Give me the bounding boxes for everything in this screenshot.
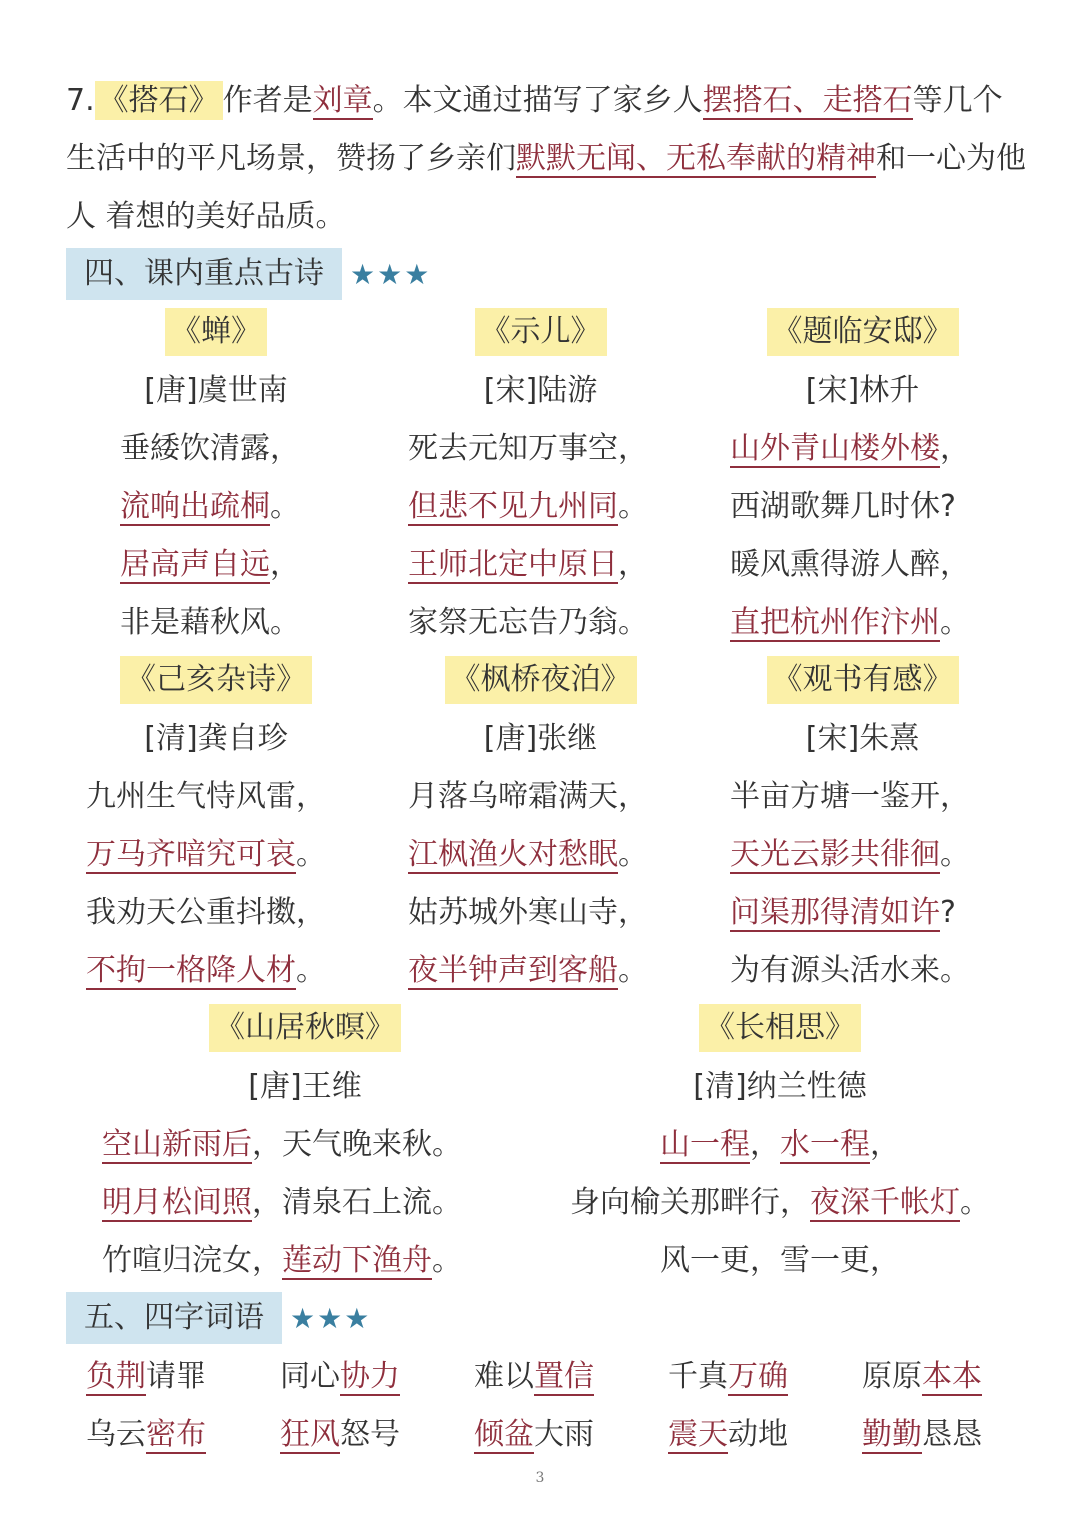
- text-segment: 和一心为他人 着想的美好品质。: [66, 141, 1026, 234]
- answer-text: 负荆: [86, 1359, 146, 1394]
- text-segment: 。: [270, 489, 300, 524]
- text-segment: 非是藉秋风。: [120, 605, 300, 640]
- poem-author: [宋]朱熹: [805, 721, 920, 756]
- text-segment: 。: [618, 837, 648, 872]
- poem-line: [550, 1232, 1010, 1290]
- text-segment: ，: [870, 1127, 900, 1162]
- answer-text: 明月松间照: [102, 1185, 252, 1220]
- text-segment: 原原: [862, 1359, 922, 1394]
- poem-author: [清]龚自珍: [144, 721, 288, 756]
- text-segment: 大雨: [534, 1417, 594, 1452]
- text-segment: 乌云: [86, 1417, 146, 1452]
- text-segment: 恳恳: [922, 1417, 982, 1452]
- answer-text: 默默无闻、无私奉献的精神: [516, 141, 876, 176]
- poem-card: [408, 308, 673, 652]
- answer-text: 直把杭州作汴州: [730, 605, 940, 640]
- poem-line: [100, 1232, 510, 1290]
- idiom-row: [86, 1348, 1056, 1406]
- poem-line: [100, 1174, 510, 1232]
- text-segment: 竹喧归浣女，: [102, 1243, 282, 1278]
- poem-line: [730, 884, 995, 942]
- poem-line: [550, 1116, 1010, 1174]
- answer-text: 震天: [668, 1417, 728, 1452]
- answer-text: 山外青山楼外楼: [730, 431, 940, 466]
- poem-line: [86, 884, 346, 942]
- star-rating-icon: ★★★: [350, 257, 432, 291]
- poem-author: [清]纳兰性德: [693, 1069, 867, 1104]
- idiom-item: [280, 1406, 474, 1464]
- idiom-item: [280, 1348, 474, 1406]
- text-segment: 垂緌饮清露，: [120, 431, 300, 466]
- text-segment: 身向榆关那畔行，: [570, 1185, 810, 1220]
- poem-line: [86, 768, 346, 826]
- text-segment: 风一更，雪一更，: [660, 1243, 900, 1278]
- text-segment: 难以: [474, 1359, 534, 1394]
- idiom-item: [668, 1406, 862, 1464]
- poem-line: [86, 826, 346, 884]
- poem-line: [86, 536, 346, 594]
- text-segment: ，天气晚来秋。: [252, 1127, 462, 1162]
- text-segment: 西湖歌舞几时休?: [730, 489, 956, 524]
- answer-text: 本本: [922, 1359, 982, 1394]
- text-segment: 半亩方塘一鉴开，: [730, 779, 970, 814]
- poem-card: [550, 1004, 1010, 1290]
- answer-text: 倾盆: [474, 1417, 534, 1452]
- text-segment: 。: [432, 1243, 462, 1278]
- section4-header: [66, 248, 431, 300]
- text-segment: 作者是: [222, 83, 313, 118]
- poem-card: [730, 308, 995, 652]
- answer-text: 空山新雨后: [102, 1127, 252, 1162]
- poem-line: [408, 942, 673, 1000]
- text-segment: ，: [270, 547, 300, 582]
- poem-line: [730, 420, 995, 478]
- poem-title: 《长相思》: [699, 1004, 861, 1052]
- poem-title: 《枫桥夜泊》: [445, 656, 637, 704]
- text-segment: 千真: [668, 1359, 728, 1394]
- idiom-item: [474, 1406, 668, 1464]
- poem-title: 《示儿》: [475, 308, 607, 356]
- answer-text: 勤勤: [862, 1417, 922, 1452]
- poem-card: [86, 308, 346, 652]
- answer-text: 夜深千帐灯: [810, 1185, 960, 1220]
- item7-paragraph: [66, 72, 1026, 246]
- idiom-item: [862, 1406, 1056, 1464]
- poem-line: [730, 594, 995, 652]
- poem-line: [550, 1174, 1010, 1232]
- answer-text: 流响出疏桐: [120, 489, 270, 524]
- poem-line: [730, 826, 995, 884]
- poem-line: [408, 478, 673, 536]
- text-segment: 。: [618, 953, 648, 988]
- poem-author: [唐]王维: [248, 1069, 362, 1104]
- text-segment: 同心: [280, 1359, 340, 1394]
- answer-text: 密布: [146, 1417, 206, 1452]
- poem-line: [730, 942, 995, 1000]
- poem-line: [408, 768, 673, 826]
- poem-title: 《山居秋暝》: [209, 1004, 401, 1052]
- text-segment: 等几个生活中的平凡场景，赞扬了乡亲们: [66, 83, 1003, 176]
- idiom-row: [86, 1406, 1056, 1464]
- poem-line: [730, 478, 995, 536]
- text-segment: 为有源头活水来。: [730, 953, 970, 988]
- highlighted-title: 《搭石》: [95, 81, 223, 120]
- text-segment: ，: [750, 1127, 780, 1162]
- poem-line: [730, 768, 995, 826]
- poem-line: [408, 420, 673, 478]
- poem-line: [730, 536, 995, 594]
- answer-text: 水一程: [780, 1127, 870, 1162]
- idiom-grid: [86, 1348, 1056, 1464]
- poem-card: [86, 656, 346, 1000]
- answer-text: 置信: [534, 1359, 594, 1394]
- idiom-item: [86, 1348, 280, 1406]
- poem-title: 《观书有感》: [767, 656, 959, 704]
- answer-text: 天光云影共徘徊: [730, 837, 940, 872]
- poem-line: [86, 942, 346, 1000]
- answer-text: 王师北定中原日: [408, 547, 618, 582]
- poem-line: [408, 536, 673, 594]
- poem-title: 《己亥杂诗》: [120, 656, 312, 704]
- text-segment: 月落乌啼霜满天，: [408, 779, 648, 814]
- answer-text: 居高声自远: [120, 547, 270, 582]
- answer-text: 江枫渔火对愁眠: [408, 837, 618, 872]
- text-segment: ?: [940, 895, 956, 930]
- text-segment: 。: [296, 953, 326, 988]
- text-segment: ，: [940, 431, 970, 466]
- answer-text: 万确: [728, 1359, 788, 1394]
- poem-card: [100, 1004, 510, 1290]
- answer-text: 莲动下渔舟: [282, 1243, 432, 1278]
- poem-author: [宋]陆游: [483, 373, 598, 408]
- text-segment: 请罪: [146, 1359, 206, 1394]
- poem-author: [唐]虞世南: [144, 373, 288, 408]
- poem-line: [86, 420, 346, 478]
- text-segment: 动地: [728, 1417, 788, 1452]
- poem-author: [唐]张继: [483, 721, 598, 756]
- poem-card: [408, 656, 673, 1000]
- text-segment: 。本文通过描写了家乡人: [372, 83, 703, 118]
- poem-line: [408, 884, 673, 942]
- section5-title: 五、四字词语: [66, 1292, 282, 1344]
- poem-line: [100, 1116, 510, 1174]
- poem-title: 《蝉》: [165, 308, 267, 356]
- text-segment: ，清泉石上流。: [252, 1185, 462, 1220]
- text-segment: 九州生气恃风雷，: [86, 779, 326, 814]
- answer-text: 但悲不见九州同: [408, 489, 618, 524]
- section5-header: [66, 1292, 371, 1344]
- text-segment: 7.: [66, 83, 95, 118]
- text-segment: 。: [940, 605, 970, 640]
- text-segment: 。: [940, 837, 970, 872]
- text-segment: 我劝天公重抖擞，: [86, 895, 326, 930]
- poem-card: [730, 656, 995, 1000]
- text-segment: 。: [618, 489, 648, 524]
- answer-text: 不拘一格降人材: [86, 953, 296, 988]
- poem-line: [86, 478, 346, 536]
- text-segment: 。: [296, 837, 326, 872]
- section4-title: 四、课内重点古诗: [66, 248, 342, 300]
- answer-text: 万马齐喑究可哀: [86, 837, 296, 872]
- answer-text: 协力: [340, 1359, 400, 1394]
- idiom-item: [862, 1348, 1056, 1406]
- answer-text: 摆搭石、走搭石: [702, 83, 913, 118]
- idiom-item: [86, 1406, 280, 1464]
- poem-title: 《题临安邸》: [767, 308, 959, 356]
- star-rating-icon: ★★★: [290, 1301, 372, 1335]
- poem-line: [86, 594, 346, 652]
- answer-text: 山一程: [660, 1127, 750, 1162]
- text-segment: 暖风熏得游人醉，: [730, 547, 970, 582]
- poem-author: [宋]林升: [805, 373, 920, 408]
- idiom-item: [474, 1348, 668, 1406]
- text-segment: 。: [960, 1185, 990, 1220]
- text-segment: ，: [618, 547, 648, 582]
- text-segment: 死去元知万事空，: [408, 431, 648, 466]
- poem-line: [408, 594, 673, 652]
- text-segment: 怒号: [340, 1417, 400, 1452]
- page-number: 3: [535, 1470, 545, 1486]
- answer-text: 问渠那得清如许: [730, 895, 940, 930]
- text-segment: 家祭无忘告乃翁。: [408, 605, 648, 640]
- answer-text: 刘章: [312, 83, 373, 118]
- answer-text: 夜半钟声到客船: [408, 953, 618, 988]
- answer-text: 狂风: [280, 1417, 340, 1452]
- text-segment: 姑苏城外寒山寺，: [408, 895, 648, 930]
- poem-line: [408, 826, 673, 884]
- idiom-item: [668, 1348, 862, 1406]
